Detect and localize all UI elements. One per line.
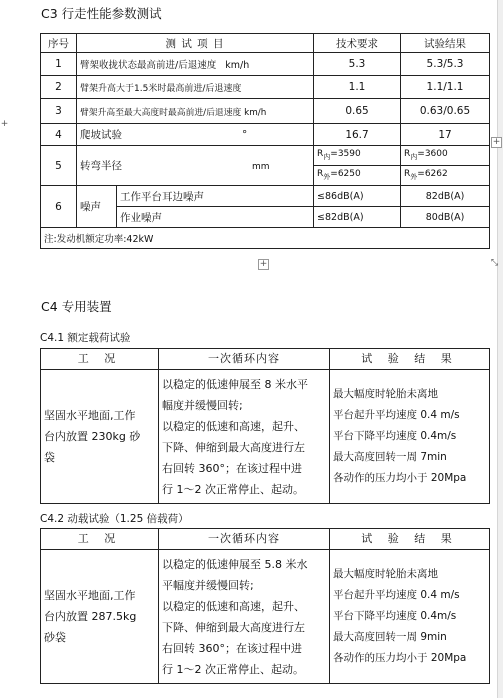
- result-cell: [330, 370, 490, 504]
- table-row: [41, 370, 490, 504]
- row-no: 3: [41, 99, 77, 124]
- table-row-noise: [41, 186, 490, 207]
- item-unit: km/h: [225, 60, 250, 71]
- condition-line: 台内放置 230kg 砂: [44, 430, 141, 443]
- value: =3600: [417, 149, 448, 160]
- row-requirement: 5.3: [314, 53, 401, 76]
- condition-line: 坚固水平地面,工作: [44, 589, 136, 602]
- add-row-handle[interactable]: +: [259, 259, 268, 269]
- page-edge-scrollbar[interactable]: [497, 0, 503, 698]
- cycle-line: 下降、伸缩到最大高度进行左: [162, 620, 305, 634]
- row-no: 4: [41, 124, 77, 146]
- row-result: 0.63/0.65: [401, 99, 490, 124]
- condition-line: 坚固水平地面,工作: [44, 409, 136, 422]
- cycle-line: 以稳定的低速伸展至 8 米水平: [162, 377, 308, 391]
- cycle-cell: [159, 370, 330, 504]
- row-result: 17: [401, 124, 490, 146]
- row-item: [77, 146, 314, 186]
- header-result: 试验结果: [401, 34, 490, 53]
- row-requirement: 1.1: [314, 76, 401, 99]
- r-letter: R: [404, 169, 411, 180]
- row-no: 1: [41, 53, 77, 76]
- table-row: [41, 53, 490, 76]
- condition-cell: [41, 550, 159, 684]
- item-text: 臂架收拢状态最高前进/后退速度: [80, 60, 217, 71]
- header-condition: 工 况: [41, 529, 159, 550]
- subsection-c42-title: C4.2 动载试验（1.25 倍载荷）: [40, 513, 189, 525]
- result-line: 最大高度回转一周 9min: [333, 631, 447, 643]
- table-header-row: [41, 349, 490, 370]
- cycle-cell: [159, 550, 330, 684]
- rated-load-table: [40, 348, 490, 504]
- table-resize-handle[interactable]: ⤡: [490, 258, 499, 268]
- cycle-line: 以稳定的低速和高速，起升、: [162, 599, 305, 613]
- result-line: 各动作的压力均小于 20Mpa: [333, 652, 467, 664]
- add-column-handle-right[interactable]: +: [492, 137, 501, 147]
- table-row: [41, 99, 490, 124]
- subsection-c41-title: C4.1 额定载荷试验: [40, 332, 131, 344]
- section-c3-title: C3 行走性能参数测试: [41, 6, 162, 21]
- row-requirement: 16.7: [314, 124, 401, 146]
- cycle-line: 行 1～2 次正常停止、起动。: [162, 482, 304, 496]
- value: =6250: [330, 169, 361, 180]
- item-text: 臂架升高大于1.5米时最高前进/后退速度: [80, 83, 242, 94]
- table-row: [41, 124, 490, 146]
- row-result: 5.3/5.3: [401, 53, 490, 76]
- result-platform: 82dB(A): [401, 186, 490, 207]
- value: =3590: [330, 149, 361, 160]
- sub-outer: 外: [323, 172, 331, 181]
- header-condition: 工 况: [41, 349, 159, 370]
- item-unit: mm: [252, 162, 270, 172]
- condition-cell: [41, 370, 159, 504]
- cycle-line: 右回转 360°；在该过程中进: [162, 461, 302, 475]
- item-unit: °: [242, 129, 248, 141]
- header-result: 试 验 结 果: [330, 349, 490, 370]
- r-letter: R: [317, 149, 324, 160]
- header-result: 试 验 结 果: [330, 529, 490, 550]
- item-text: 转弯半径: [80, 160, 122, 172]
- r-letter: R: [404, 149, 411, 160]
- row-item: [77, 99, 314, 124]
- result-cell: [330, 550, 490, 684]
- cycle-line: 下降、伸缩到最大高度进行左: [162, 440, 305, 454]
- result-inner: [401, 146, 490, 166]
- condition-line: 台内放置 287.5kg: [44, 610, 137, 623]
- cycle-line: 行 1～2 次正常停止、起动。: [162, 662, 304, 676]
- table-note: 注:发动机额定功率:42kW: [41, 228, 490, 249]
- result-line: 平台起升平均速度 0.4 m/s: [333, 589, 460, 601]
- result-line: 最大幅度时轮胎未离地: [333, 388, 438, 400]
- table-row: [41, 550, 490, 684]
- noise-platform: 工作平台耳边噪声: [117, 186, 314, 207]
- requirement-work: ≤82dB(A): [314, 207, 401, 228]
- sub-inner: 内: [323, 152, 331, 161]
- header-item: 测 试 项 目: [77, 34, 314, 53]
- result-line: 平台起升平均速度 0.4 m/s: [333, 409, 460, 421]
- table-header-row: [41, 529, 490, 550]
- cycle-line: 以稳定的低速伸展至 5.8 米水: [162, 557, 308, 571]
- result-line: 最大幅度时轮胎未离地: [333, 568, 438, 580]
- result-line: 平台下降平均速度 0.4m/s: [333, 610, 457, 622]
- item-unit: km/h: [244, 107, 267, 118]
- row-no: 5: [41, 146, 77, 186]
- add-column-handle[interactable]: +: [0, 119, 9, 129]
- table-header-row: [41, 34, 490, 53]
- header-no: 序号: [41, 34, 77, 53]
- table-row: [41, 76, 490, 99]
- result-line: 平台下降平均速度 0.4m/s: [333, 430, 457, 442]
- cycle-line: 以稳定的低速和高速，起升、: [162, 419, 305, 433]
- row-item: [77, 76, 314, 99]
- value: =6262: [417, 169, 448, 180]
- result-work: 80dB(A): [401, 207, 490, 228]
- sub-outer: 外: [410, 172, 418, 181]
- condition-line: 袋: [44, 451, 55, 464]
- header-cycle: 一次循环内容: [159, 349, 330, 370]
- noise-work: 作业噪声: [117, 207, 314, 228]
- row-item: [77, 53, 314, 76]
- header-requirement: 技术要求: [314, 34, 401, 53]
- performance-table: [40, 33, 490, 249]
- result-outer: [401, 166, 490, 186]
- noise-label: 噪声: [77, 186, 117, 228]
- requirement-inner: [314, 146, 401, 166]
- r-letter: R: [317, 169, 324, 180]
- sub-inner: 内: [410, 152, 418, 161]
- dynamic-load-table: [40, 528, 490, 684]
- cycle-line: 幅度并缓慢回转;: [162, 398, 243, 412]
- item-text: 爬坡试验: [80, 129, 122, 141]
- item-text: 臂架升高至最大高度时最高前进/后退速度: [80, 107, 242, 118]
- row-result: 1.1/1.1: [401, 76, 490, 99]
- table-row-turning: [41, 146, 490, 166]
- result-line: 各动作的压力均小于 20Mpa: [333, 472, 467, 484]
- row-item: [77, 124, 314, 146]
- table-note-row: [41, 228, 490, 249]
- header-cycle: 一次循环内容: [159, 529, 330, 550]
- result-line: 最大高度回转一周 7min: [333, 451, 447, 463]
- section-c4-title: C4 专用装置: [41, 299, 112, 314]
- cycle-line: 右回转 360°；在该过程中进: [162, 641, 302, 655]
- requirement-outer: [314, 166, 401, 186]
- row-no: 6: [41, 186, 77, 228]
- row-requirement: 0.65: [314, 99, 401, 124]
- condition-line: 砂袋: [44, 631, 66, 644]
- requirement-platform: ≤86dB(A): [314, 186, 401, 207]
- cycle-line: 平幅度并缓慢回转;: [162, 578, 254, 592]
- row-no: 2: [41, 76, 77, 99]
